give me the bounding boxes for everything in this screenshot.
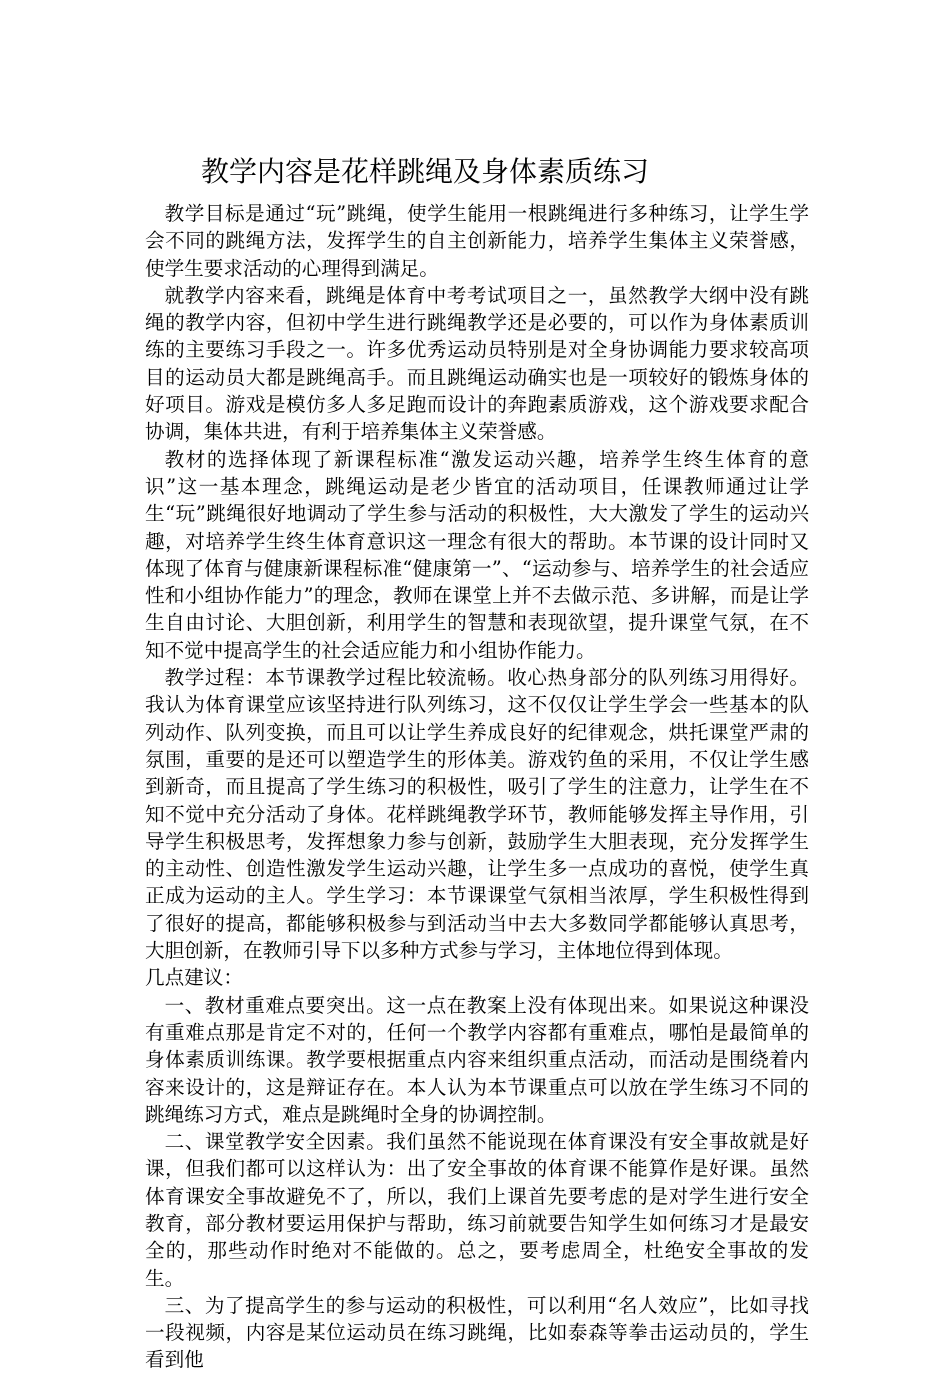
document-title: 教学内容是花样跳绳及身体素质练习 [201, 155, 650, 188]
suggestions-heading: 几点建议： [145, 966, 243, 990]
paragraph-teaching-goal: 教学目标是通过“玩”跳绳，使学生能用一根跳绳进行多种练习，让学生学会不同的跳绳方法，发挥学生的自主创新能力，培养学生集体主义荣誉感，使学生要求活动的心理得到满足。 [145, 202, 809, 280]
paragraph-suggestion-2: 二、课堂教学安全因素。我们虽然不能说现在体育课没有安全事故就是好课，但我们都可以这样认为：出了安全事故的体育课不能算作是好课。虽然体育课安全事故避免不了，所以，我们上课首先要考虑的是对学生进行安全教育，部分教材要运用保护与帮助，练习前就要告知学生如何练习才是最安全的，那些动作时绝对不能做的。总之，要考虑周全，杜绝安全事故的发生。 [145, 1130, 809, 1290]
paragraph-teaching-content: 就教学内容来看，跳绳是体育中考考试项目之一，虽然教学大纲中没有跳绳的教学内容，但初中学生进行跳绳教学还是必要的，可以作为身体素质训练的主要练习手段之一。许多优秀运动员特别是对全身协调能力要求较高项目的运动员大都是跳绳高手。而且跳绳运动确实也是一项较好的锻炼身体的好项目。游戏是模仿多人多足跑而设计的奔跑素质游戏，这个游戏要求配合协调，集体共进，有利于培养集体主义荣誉感。 [145, 283, 809, 444]
paragraph-suggestion-1: 一、教材重难点要突出。这一点在教案上没有体现出来。如果说这种课没有重难点那是肯定不对的，任何一个教学内容都有重难点，哪怕是最简单的身体素质训练课。教学要根据重点内容来组织重点活动，而活动是围绕着内容来设计的，这是辩证存在。本人认为本节课重点可以放在学生练习不同的跳绳练习方式，难点是跳绳时全身的协调控制。 [145, 993, 809, 1126]
document-page [145, 150, 809, 1374]
paragraph-teaching-process: 教学过程：本节课教学过程比较流畅。收心热身部分的队列练习用得好。我认为体育课堂应该坚持进行队列练习，这不仅仅让学生学会一些基本的队列动作、队列变换，而且可以让学生养成良好的纪律观念，烘托课堂严肃的氛围，重要的是还可以塑造学生的形体美。游戏钓鱼的采用，不仅让学生感到新奇，而且提高了学生练习的积极性，吸引了学生的注意力，让学生在不知不觉中充分活动了身体。花样跳绳教学环节，教师能够发挥主导作用，引导学生积极思考，发挥想象力参与创新，鼓励学生大胆表现，充分发挥学生的主动性、创造性激发学生运动兴趣，让学生多一点成功的喜悦，使学生真正成为运动的主人。学生学习：本节课课堂气氛相当浓厚，学生积极性得到了很好的提高，都能够积极参与到活动当中去大多数同学都能够认真思考，大胆创新，在教师引导下以多种方式参与学习，主体地位得到体现。 [145, 666, 809, 963]
paragraph-suggestion-3: 三、为了提高学生的参与运动的积极性，可以利用“名人效应”，比如寻找一段视频，内容是某位运动员在练习跳绳，比如泰森等拳击运动员的，学生看到他 [145, 1293, 809, 1372]
paragraph-material-selection: 教材的选择体现了新课程标准“激发运动兴趣，培养学生终生体育的意识”这一基本理念，跳绳运动是老少皆宜的活动项目，任课教师通过让学生“玩”跳绳很好地调动了学生参与活动的积极性，大大激发了学生的运动兴趣，对培养学生终生体育意识这一理念有很大的帮助。本节课的设计同时又体现了体育与健康新课程标准“健康第一”、“运动参与、培养学生的社会适应性和小组协作能力”的理念，教师在课堂上并不去做示范、多讲解，而是让学生自由讨论、大胆创新，利用学生的智慧和表现欲望，提升课堂气氛，在不知不觉中提高学生的社会适应能力和小组协作能力。 [145, 447, 809, 662]
